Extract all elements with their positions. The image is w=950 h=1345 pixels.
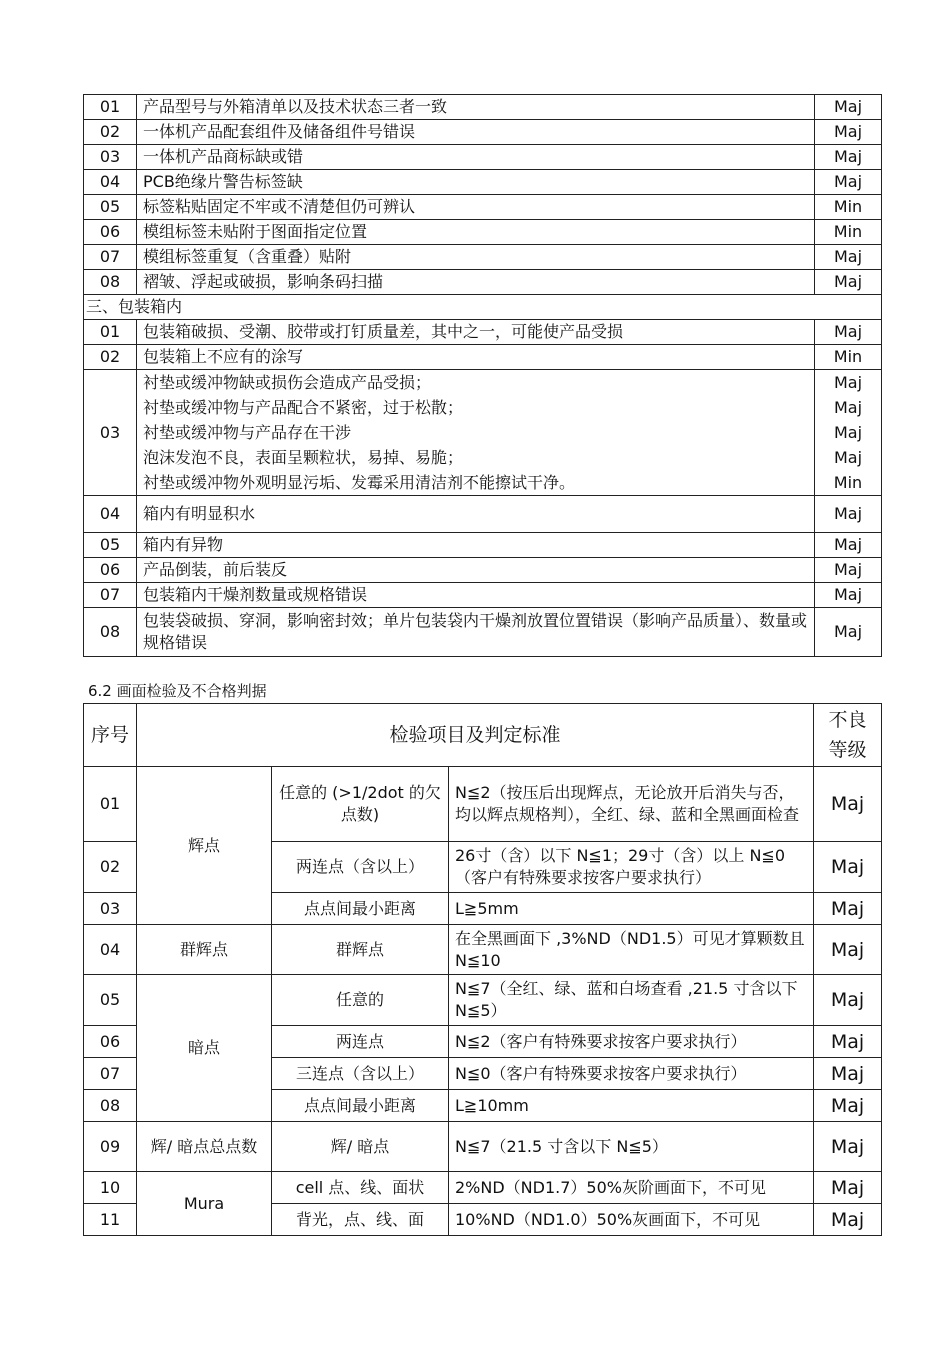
defect-level: Maj xyxy=(814,925,882,975)
header-row xyxy=(84,704,882,767)
criterion: N≦2（按压后出现辉点，无论放开后消失与否，均以辉点规格判），全红、绿、蓝和全黑画面检查 xyxy=(449,767,814,842)
defect-level: Maj xyxy=(833,423,863,442)
section-title: 三、包装箱内 xyxy=(84,295,882,320)
table-row xyxy=(84,120,882,145)
item-no: 02 xyxy=(84,842,137,893)
defect-level: Maj xyxy=(815,533,882,558)
item-no: 02 xyxy=(84,120,137,145)
item-no: 05 xyxy=(84,975,137,1026)
table-row xyxy=(84,345,882,370)
item-no: 05 xyxy=(84,533,137,558)
criterion: N≦7（全红、绿、蓝和白场查看 ,21.5 寸含以下 N≦5） xyxy=(449,975,814,1026)
item-no: 06 xyxy=(84,1026,137,1058)
defect-category: 暗点 xyxy=(137,975,272,1122)
table-row xyxy=(84,270,882,295)
item-no: 08 xyxy=(84,608,137,657)
table-row xyxy=(84,496,882,533)
defect-level: Maj xyxy=(815,170,882,195)
defect-level: Maj xyxy=(815,608,882,657)
defect-level: Maj xyxy=(833,448,863,467)
item-no: 06 xyxy=(84,220,137,245)
defect-level: Maj xyxy=(815,95,882,120)
header-no: 序号 xyxy=(84,704,137,767)
criterion: 10%ND（ND1.0）50%灰画面下，不可见 xyxy=(449,1204,814,1236)
criterion: N≦7（21.5 寸含以下 N≦5） xyxy=(449,1122,814,1172)
item-no: 01 xyxy=(84,320,137,345)
header-item: 检验项目及判定标准 xyxy=(137,704,814,767)
defect-subtype: 点点间最小距离 xyxy=(272,893,449,925)
defect-level: Maj xyxy=(815,120,882,145)
defect-level: Maj xyxy=(815,320,882,345)
defect-category: Mura xyxy=(137,1172,272,1236)
item-desc: 包装箱上不应有的涂写 xyxy=(137,345,815,370)
item-no: 07 xyxy=(84,245,137,270)
defect-level: Maj xyxy=(833,373,863,392)
defect-subtype: 群辉点 xyxy=(272,925,449,975)
defect-level: Maj xyxy=(814,767,882,842)
defect-category: 辉/ 暗点总点数 xyxy=(137,1122,272,1172)
table-row xyxy=(84,145,882,170)
defect-category: 辉点 xyxy=(137,767,272,925)
defect-level-multiline xyxy=(815,370,882,496)
table-row xyxy=(84,1122,882,1172)
item-no: 03 xyxy=(84,145,137,170)
item-no: 03 xyxy=(84,370,137,496)
defect-level: Maj xyxy=(815,558,882,583)
desc-line: 衬垫或缓冲物外观明显污垢、发霉采用清洁剂不能擦试干净。 xyxy=(143,473,576,492)
defect-level: Maj xyxy=(814,1090,882,1122)
item-desc: 箱内有明显积水 xyxy=(137,496,815,533)
defect-subtype: 两连点（含以上） xyxy=(272,842,449,893)
item-no: 08 xyxy=(84,1090,137,1122)
section-row xyxy=(84,295,882,320)
section-heading: 6.2 画面检验及不合格判据 xyxy=(88,682,267,700)
table-row xyxy=(84,220,882,245)
item-no: 05 xyxy=(84,195,137,220)
defect-level: Min xyxy=(833,473,863,492)
defect-subtype: cell 点、线、面状 xyxy=(272,1172,449,1204)
defect-level: Maj xyxy=(815,496,882,533)
item-desc: 褶皱、浮起或破损，影响条码扫描 xyxy=(137,270,815,295)
criterion: N≦0（客户有特殊要求按客户要求执行） xyxy=(449,1058,814,1090)
defect-subtype: 背光，点、线、面 xyxy=(272,1204,449,1236)
item-desc: 模组标签重复（含重叠）贴附 xyxy=(137,245,815,270)
item-no: 09 xyxy=(84,1122,137,1172)
table-row xyxy=(84,975,882,1026)
criterion: 26寸（含）以下 N≦1；29寸（含）以上 N≦0（客户有特殊要求按客户要求执行） xyxy=(449,842,814,893)
table-row xyxy=(84,245,882,270)
table-row xyxy=(84,1172,882,1204)
defect-level: Maj xyxy=(815,583,882,608)
table-row xyxy=(84,608,882,657)
defect-subtype: 三连点（含以上） xyxy=(272,1058,449,1090)
table-row xyxy=(84,320,882,345)
item-no: 10 xyxy=(84,1172,137,1204)
table-row xyxy=(84,370,882,496)
criterion: L≧10mm xyxy=(449,1090,814,1122)
item-desc: 包装袋破损、穿洞，影响密封效；单片包装袋内干燥剂放置位置错误（影响产品质量）、数量或规格错误 xyxy=(137,608,815,657)
item-desc-multiline xyxy=(137,370,815,496)
defect-level: Maj xyxy=(814,975,882,1026)
item-no: 08 xyxy=(84,270,137,295)
packaging-inspection-table xyxy=(83,94,882,657)
item-no: 04 xyxy=(84,170,137,195)
desc-line: 衬垫或缓冲物与产品存在干涉 xyxy=(143,423,352,442)
defect-level: Maj xyxy=(815,270,882,295)
item-desc: 产品型号与外箱清单以及技术状态三者一致 xyxy=(137,95,815,120)
item-no: 03 xyxy=(84,893,137,925)
criterion: 2%ND（ND1.7）50%灰阶画面下，不可见 xyxy=(449,1172,814,1204)
defect-level: Min xyxy=(815,345,882,370)
defect-subtype: 辉/ 暗点 xyxy=(272,1122,449,1172)
defect-category: 群辉点 xyxy=(137,925,272,975)
item-no: 07 xyxy=(84,1058,137,1090)
defect-level: Min xyxy=(815,220,882,245)
defect-subtype: 任意的 xyxy=(272,975,449,1026)
defect-level: Min xyxy=(815,195,882,220)
defect-subtype: 点点间最小距离 xyxy=(272,1090,449,1122)
item-no: 11 xyxy=(84,1204,137,1236)
table-row xyxy=(84,533,882,558)
item-desc: PCB绝缘片警告标签缺 xyxy=(137,170,815,195)
criterion: 在全黑画面下 ,3%ND（ND1.5）可见才算颗数且 N≦10 xyxy=(449,925,814,975)
defect-level: Maj xyxy=(814,893,882,925)
item-no: 01 xyxy=(84,767,137,842)
item-no: 07 xyxy=(84,583,137,608)
table-row xyxy=(84,95,882,120)
item-no: 04 xyxy=(84,925,137,975)
item-desc: 标签粘贴固定不牢或不清楚但仍可辨认 xyxy=(137,195,815,220)
desc-line: 衬垫或缓冲物与产品配合不紧密，过于松散； xyxy=(143,398,464,417)
defect-level: Maj xyxy=(814,1058,882,1090)
table-row xyxy=(84,767,882,842)
criterion: L≧5mm xyxy=(449,893,814,925)
criterion: N≦2（客户有特殊要求按客户要求执行） xyxy=(449,1026,814,1058)
item-desc: 包装箱内干燥剂数量或规格错误 xyxy=(137,583,815,608)
item-desc: 一体机产品商标缺或错 xyxy=(137,145,815,170)
table-row xyxy=(84,170,882,195)
table-row xyxy=(84,583,882,608)
defect-subtype: 任意的 (>1/2dot 的欠点数) xyxy=(272,767,449,842)
item-desc: 包装箱破损、受潮、胶带或打钉质量差，其中之一，可能使产品受损 xyxy=(137,320,815,345)
defect-level: Maj xyxy=(814,1204,882,1236)
item-desc: 一体机产品配套组件及储备组件号错误 xyxy=(137,120,815,145)
table-row xyxy=(84,925,882,975)
defect-subtype: 两连点 xyxy=(272,1026,449,1058)
desc-line: 衬垫或缓冲物缺或损伤会造成产品受损； xyxy=(143,373,432,392)
item-desc: 箱内有异物 xyxy=(137,533,815,558)
defect-level: Maj xyxy=(814,1172,882,1204)
item-no: 04 xyxy=(84,496,137,533)
defect-level: Maj xyxy=(814,842,882,893)
defect-level: Maj xyxy=(815,145,882,170)
defect-level: Maj xyxy=(815,245,882,270)
item-no: 06 xyxy=(84,558,137,583)
defect-level: Maj xyxy=(833,398,863,417)
defect-level: Maj xyxy=(814,1026,882,1058)
item-no: 01 xyxy=(84,95,137,120)
desc-line: 泡沫发泡不良，表面呈颗粒状，易掉、易脆； xyxy=(143,448,464,467)
defect-level: Maj xyxy=(814,1122,882,1172)
table-row xyxy=(84,558,882,583)
item-desc: 模组标签未贴附于图面指定位置 xyxy=(137,220,815,245)
item-desc: 产品倒装，前后装反 xyxy=(137,558,815,583)
screen-inspection-table xyxy=(83,703,882,1236)
table-row xyxy=(84,195,882,220)
item-no: 02 xyxy=(84,345,137,370)
header-level: 不良等级 xyxy=(814,704,882,767)
